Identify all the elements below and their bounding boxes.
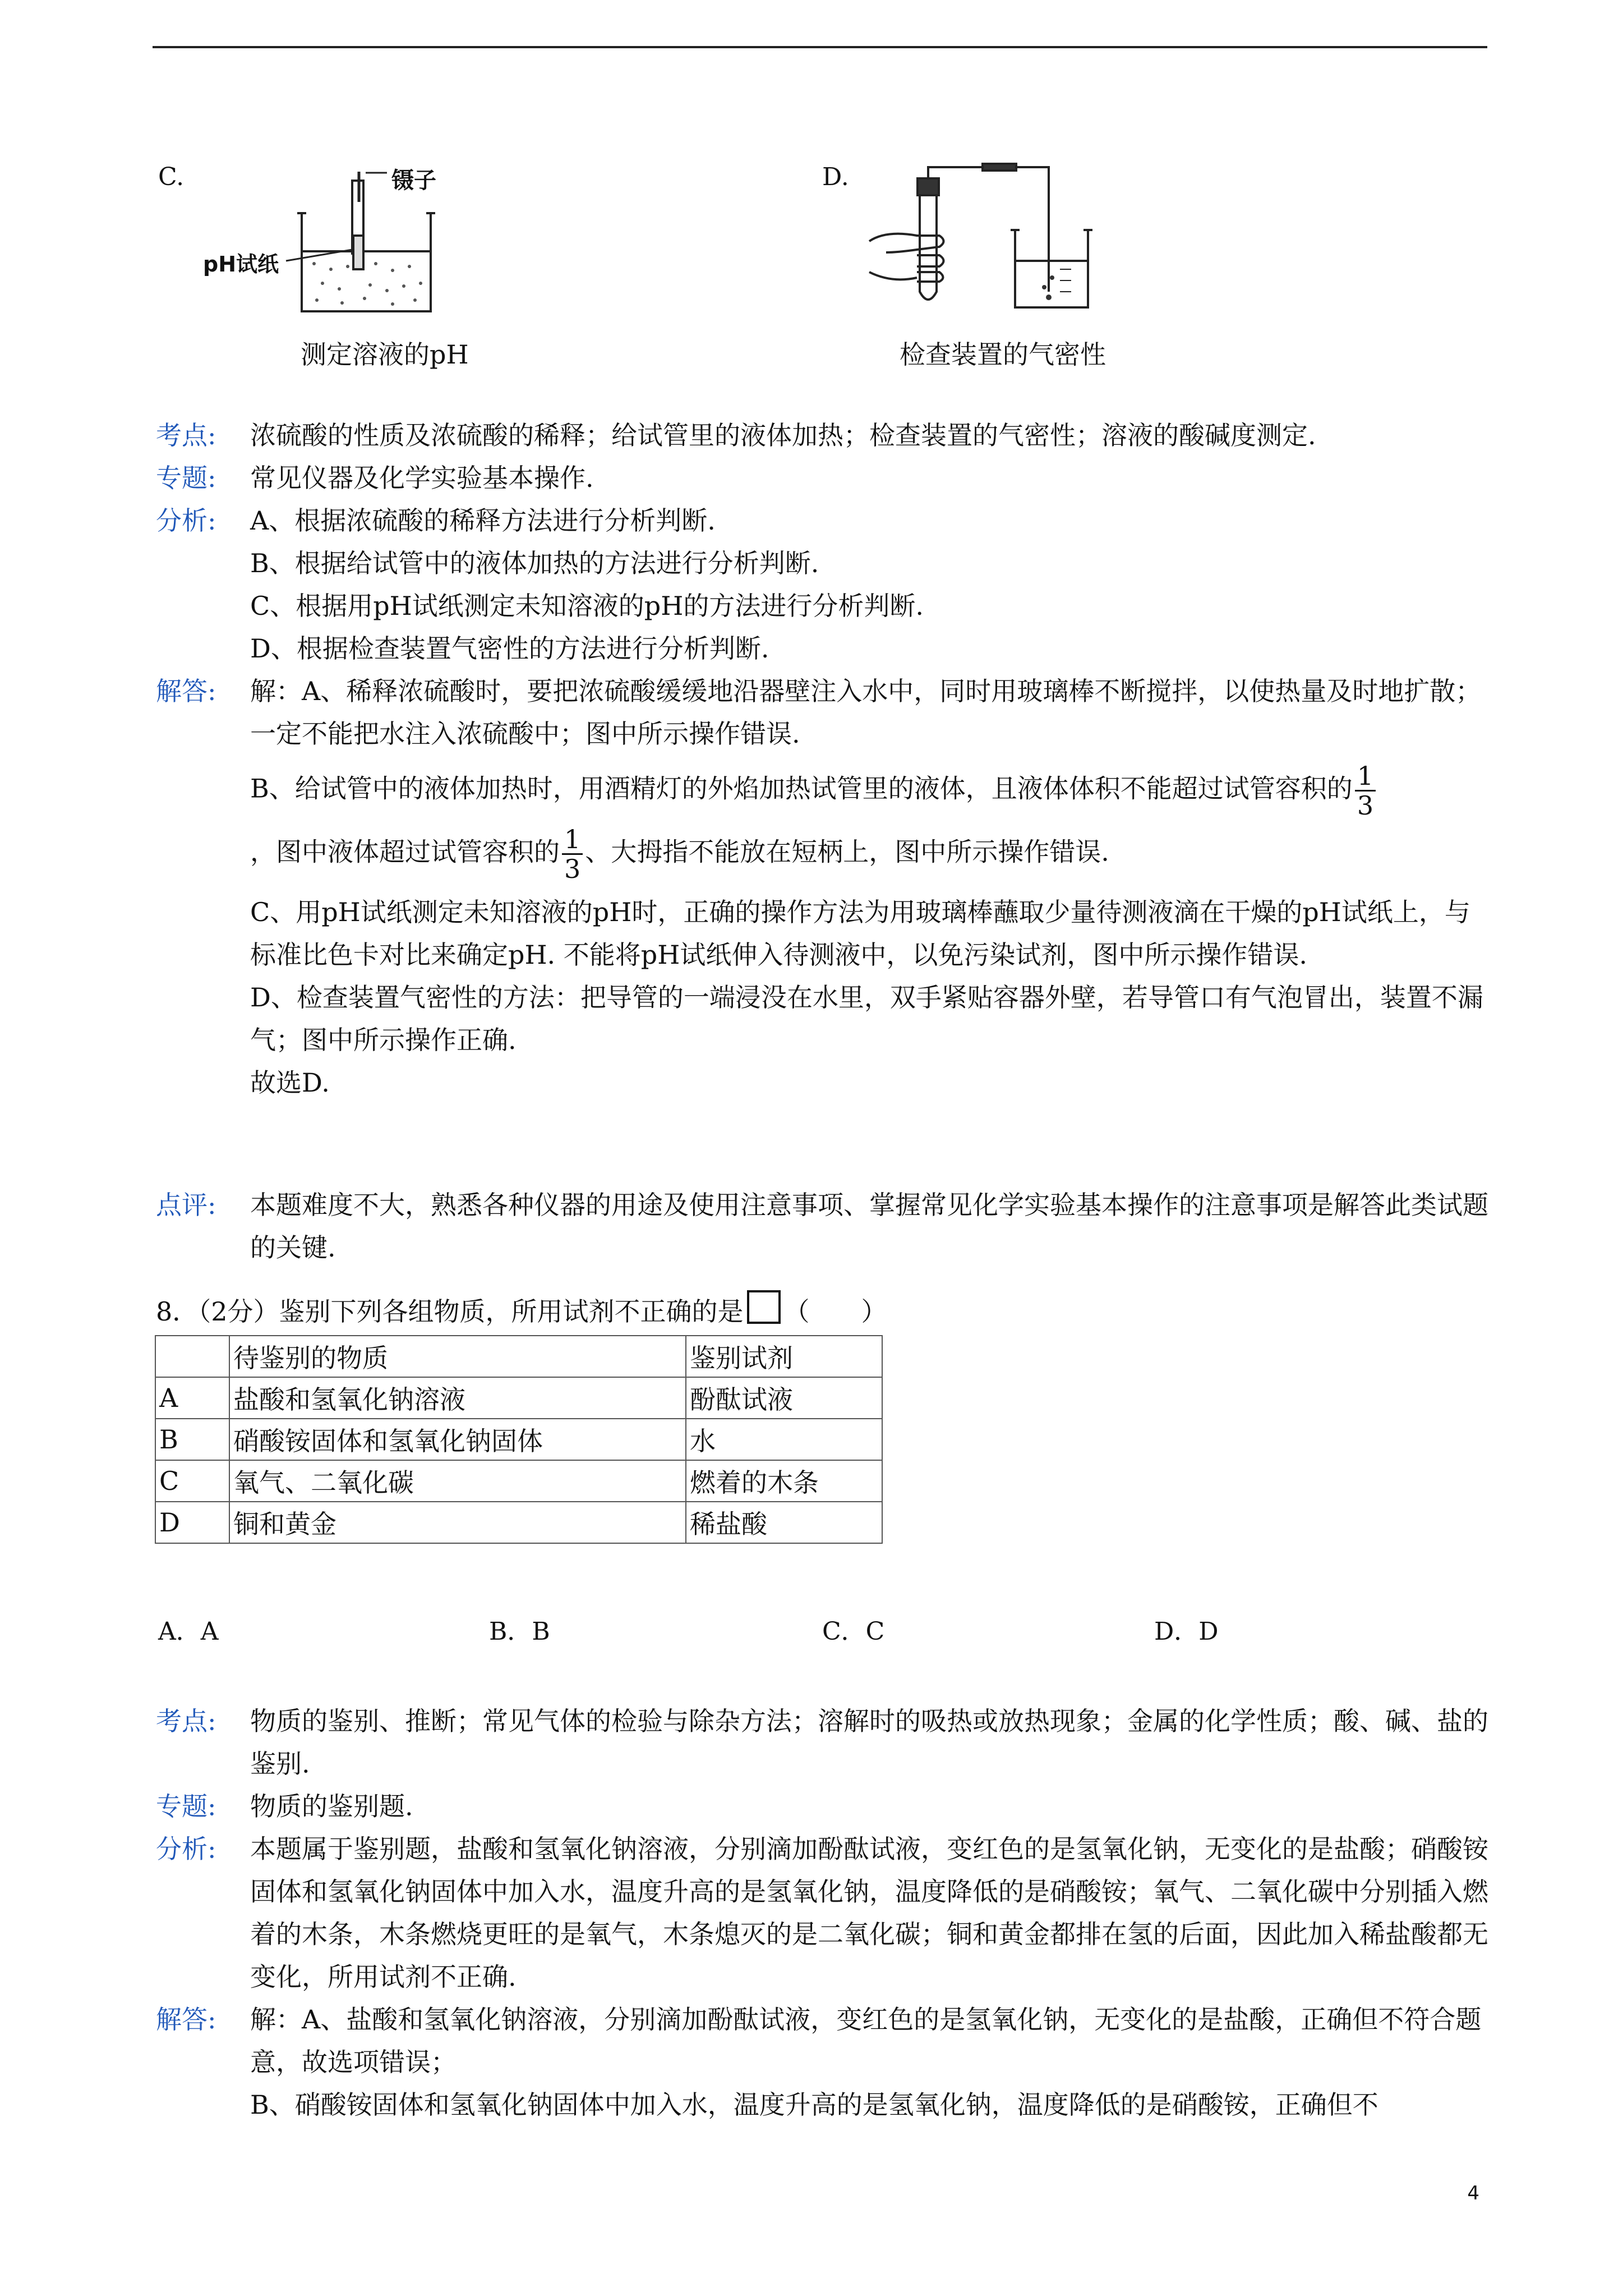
fraction-one-third: $\frac{1}{3}$ xyxy=(562,826,583,882)
fraction-one-third: $\frac{1}{3}$ xyxy=(1355,763,1376,818)
table-cell: 盐酸和氢氧化钠溶液 xyxy=(229,1377,686,1419)
table-cell: 硝酸铵固体和氢氧化钠固体 xyxy=(229,1419,686,1460)
zhuanti-text: 物质的鉴别题. xyxy=(250,1791,413,1821)
fenxi-line: D、根据检查装置气密性的方法进行分析判断. xyxy=(250,633,769,664)
table-cell: 氧气、二氧化碳 xyxy=(229,1460,686,1502)
table-cell: 水 xyxy=(686,1419,882,1460)
table-cell: 待鉴别的物质 xyxy=(229,1336,686,1377)
fenxi-line: B、根据给试管中的液体加热的方法进行分析判断. xyxy=(250,548,819,578)
option-c-letter: C. xyxy=(158,163,185,191)
table-cell: D xyxy=(155,1502,229,1543)
table-cell: B xyxy=(155,1419,229,1460)
jieda-label: 解答: xyxy=(156,676,216,706)
jieda-label: 解答: xyxy=(156,2004,216,2035)
table-header-row xyxy=(155,1336,882,1377)
ph-test-figure xyxy=(202,151,482,320)
table-cell: 燃着的木条 xyxy=(686,1460,882,1502)
kaodian-label: 考点: xyxy=(156,1706,216,1736)
q8-table xyxy=(155,1335,883,1544)
table-cell: 鉴别试剂 xyxy=(686,1336,882,1377)
tweezers-label: 镊子 xyxy=(391,168,436,194)
fenxi-label: 分析: xyxy=(156,505,216,536)
dianping-label: 点评: xyxy=(156,1190,216,1220)
table-row xyxy=(155,1460,882,1502)
jieda-d: D、检查装置气密性的方法：把导管的一端浸没在水里，双手紧贴容器外壁，若导管口有气泡冒出，装置不漏气；图中所示操作正确. xyxy=(250,982,1483,1055)
q8-stem: 8．（2分）鉴别下列各组物质，所用试剂不正确的是 （ ） xyxy=(156,1290,1488,1333)
kaodian-text: 浓硫酸的性质及浓硫酸的稀释；给试管里的液体加热；检查装置的气密性；溶液的酸碱度测定. xyxy=(250,420,1316,450)
fenxi-label: 分析: xyxy=(156,1834,216,1864)
choice-b[interactable]: B．B xyxy=(489,1617,550,1646)
jieda-b-line2: ，图中液体超过试管容积的 $\frac{1}{3}$ 、大拇指不能放在短柄上，图中所示操作错误. xyxy=(250,824,1109,884)
jieda-b: B、硝酸铵固体和氢氧化钠固体中加入水，温度升高的是氢氧化钠，温度降低的是硝酸铵，正确但不 xyxy=(250,2090,1378,2120)
zhuanti-label: 专题: xyxy=(156,1791,216,1821)
ph-paper-label: pH试纸 xyxy=(203,252,279,277)
zhuanti-label: 专题: xyxy=(156,463,216,493)
jieda-c: C、用pH试纸测定未知溶液的pH时，正确的操作方法为用玻璃棒蘸取少量待测液滴在干燥的pH试纸上，与标准比色卡对比来确定pH. 不能将pH试纸伸入待测液中，以免污染试剂，图中所示操作错误. xyxy=(250,897,1470,970)
choice-d[interactable]: D．D xyxy=(1154,1617,1219,1646)
header-rule xyxy=(153,46,1487,48)
table-row xyxy=(155,1419,882,1460)
jieda-a: 解：A、盐酸和氢氧化钠溶液，分别滴加酚酞试液，变红色的是氢氧化钠，无变化的是盐酸，正确但不符合题意，故选项错误； xyxy=(250,2004,1482,2077)
table-cell: A xyxy=(155,1377,229,1419)
jieda-a: 解：A、稀释浓硫酸时，要把浓硫酸缓缓地沿器壁注入水中，同时用玻璃棒不断搅拌，以使热量及时地扩散；一定不能把水注入浓硫酸中；图中所示操作错误. xyxy=(250,676,1482,749)
choice-c[interactable]: C．C xyxy=(822,1617,885,1646)
answer-box[interactable] xyxy=(747,1290,781,1324)
table-cell: 铜和黄金 xyxy=(229,1502,686,1543)
fenxi-line: A、根据浓硫酸的稀释方法进行分析判断. xyxy=(250,505,716,536)
table-cell: C xyxy=(155,1460,229,1502)
table-cell xyxy=(155,1336,229,1377)
table-row xyxy=(155,1377,882,1419)
choice-a[interactable]: A．A xyxy=(158,1617,219,1646)
kaodian-text: 物质的鉴别、推断；常见气体的检验与除杂方法；溶解时的吸热或放热现象；金属的化学性质；酸、碱、盐的鉴别. xyxy=(250,1706,1488,1779)
jieda-b-line1: B、给试管中的液体加热时，用酒精灯的外焰加热试管里的液体，且液体体积不能超过试管容积的 $\frac{1}{3}$ xyxy=(250,763,1488,818)
fenxi-line: C、根据用pH试纸测定未知溶液的pH的方法进行分析判断. xyxy=(250,591,924,621)
option-c-caption: 测定溶液的pH xyxy=(301,339,469,370)
option-d-letter: D. xyxy=(822,163,849,191)
table-cell: 酚酞试液 xyxy=(686,1377,882,1419)
table-row xyxy=(155,1502,882,1543)
dianping-text: 本题难度不大，熟悉各种仪器的用途及使用注意事项、掌握常见化学实验基本操作的注意事项是解答此类试题的关键. xyxy=(250,1190,1488,1263)
fenxi-text: 本题属于鉴别题，盐酸和氢氧化钠溶液，分别滴加酚酞试液，变红色的是氢氧化钠，无变化的是盐酸；硝酸铵固体和氢氧化钠固体中加入水，温度升高的是氢氧化钠，温度降低的是硝酸铵；氧气、二氧化碳中分别插入燃着的木条，木条燃烧更旺的是氧气，木条熄灭的是二氧化碳；铜和黄金都排在氢的后面，因此加入稀盐酸都无变化，所用试剂不正确. xyxy=(250,1834,1488,1992)
page-number: 4 xyxy=(1467,2182,1479,2205)
kaodian-label: 考点: xyxy=(156,420,216,450)
table-cell: 稀盐酸 xyxy=(686,1502,882,1543)
airtightness-figure xyxy=(864,163,1127,314)
jieda-answer: 故选D. xyxy=(250,1068,330,1098)
zhuanti-text: 常见仪器及化学实验基本操作. xyxy=(250,463,594,493)
option-d-caption: 检查装置的气密性 xyxy=(900,339,1106,370)
